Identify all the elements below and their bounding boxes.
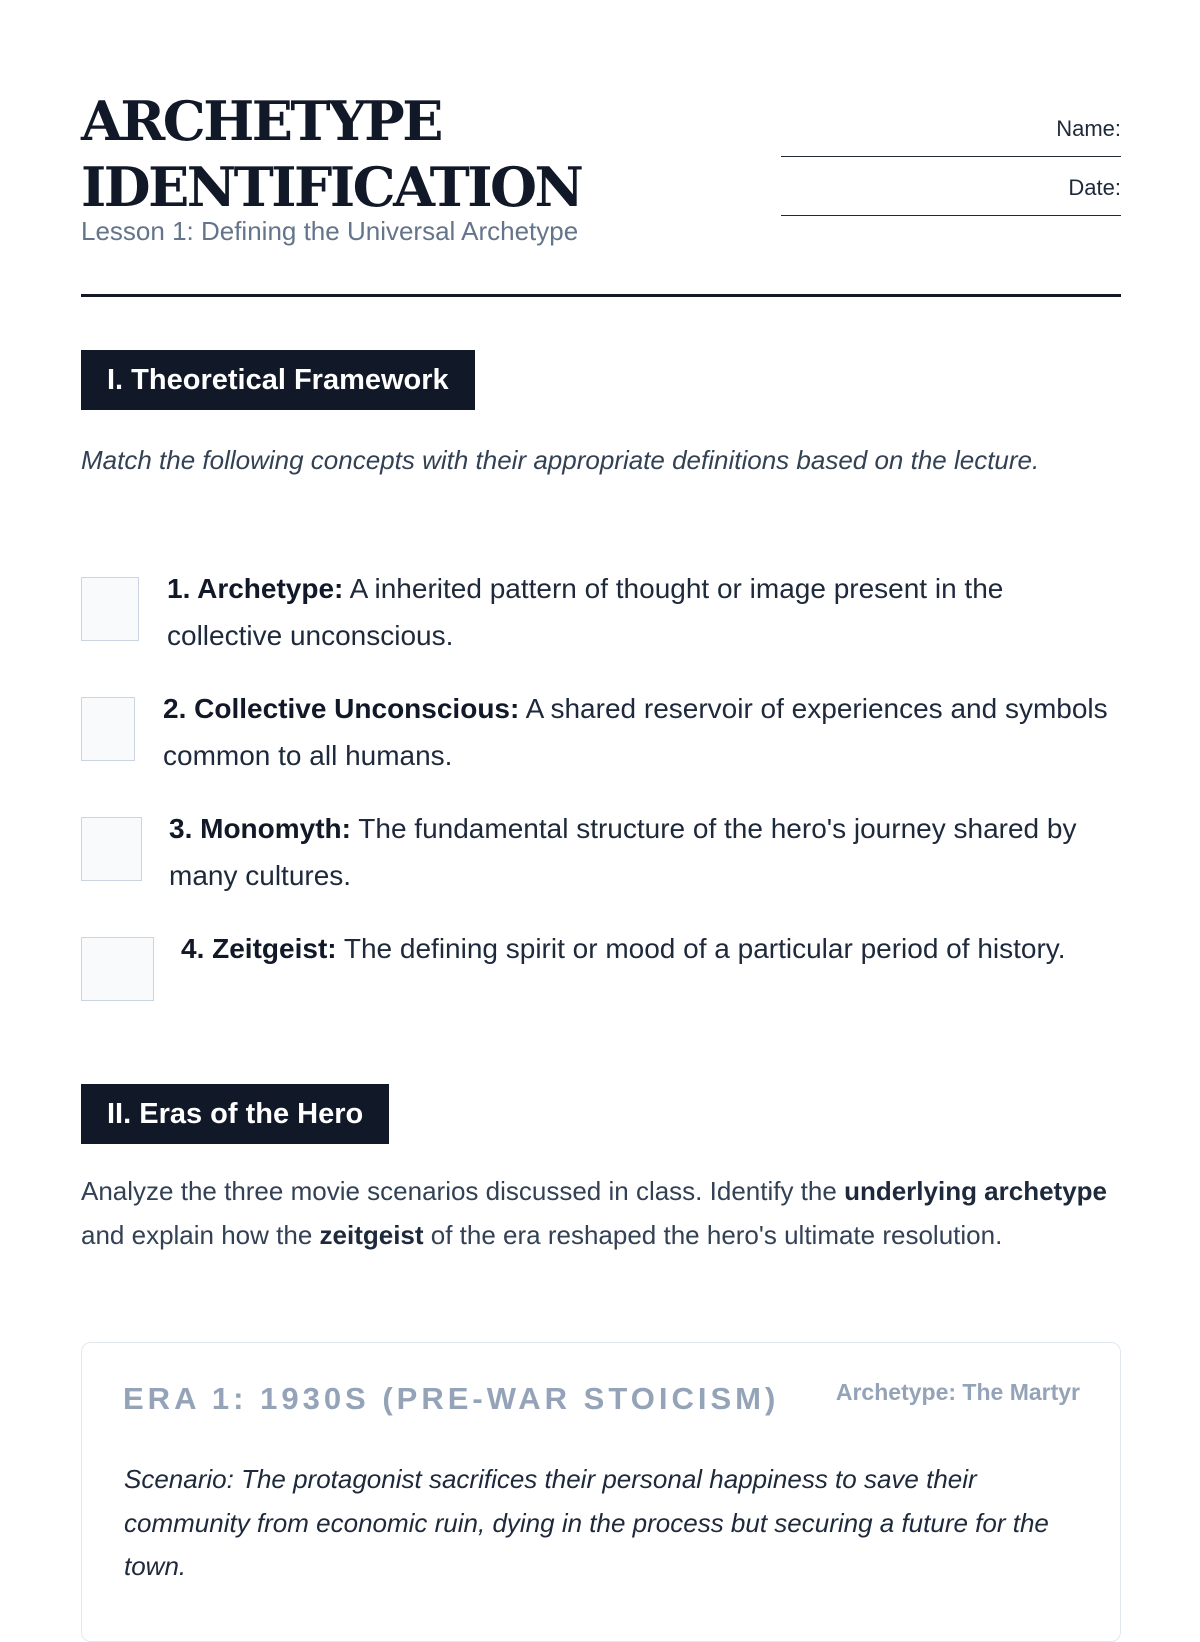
match-item-text (167, 565, 1121, 659)
date-label: Date: (1068, 175, 1121, 200)
lesson-subtitle: Lesson 1: Defining the Universal Archetype (81, 216, 579, 246)
era-card (81, 1342, 1121, 1642)
answer-box[interactable] (81, 697, 135, 761)
date-field[interactable] (781, 215, 1121, 216)
section-heading-theoretical-framework: I. Theoretical Framework (81, 350, 475, 410)
match-item (81, 565, 1121, 665)
name-field[interactable] (781, 156, 1121, 157)
page-title (81, 88, 641, 220)
match-definition: The defining spirit or mood of a particular period of history. (336, 933, 1066, 964)
match-definition: A inherited pattern of thought or image present in the collective unconscious. (167, 573, 1004, 651)
prompt-emphasis: zeitgeist (319, 1219, 424, 1250)
era-scenario: Scenario: The protagonist sacrifices their personal happiness to save their community from economic ruin, dying in the process but securing a future for the town. (124, 1464, 1049, 1581)
match-item-text (169, 805, 1121, 899)
era-archetype: Archetype: The Martyr (835, 1379, 1080, 1405)
match-item-text (163, 685, 1121, 779)
answer-box[interactable] (81, 577, 139, 641)
answer-box[interactable] (81, 817, 142, 881)
prompt-emphasis: underlying archetype (844, 1176, 1108, 1206)
match-term: 3. Monomyth: (169, 813, 351, 844)
match-definition: A shared reservoir of experiences and symbols common to all humans. (163, 693, 1108, 771)
era-title: ERA 1: 1930S (PRE-WAR STOICISM) (123, 1381, 780, 1416)
worksheet-header (81, 88, 1121, 298)
match-term: 2. Collective Unconscious: (163, 693, 520, 724)
section2-instructions (81, 1170, 1121, 1257)
title-line-2: IDENTIFICATION (81, 155, 582, 219)
section1-instructions: Match the following concepts with their appropriate definitions based on the lecture. (81, 445, 1040, 475)
title-line-1: ARCHETYPE (81, 89, 441, 153)
answer-box[interactable] (81, 937, 154, 1001)
match-item-text (181, 925, 1121, 972)
match-term: 4. Zeitgeist: (181, 933, 337, 964)
prompt-text: Analyze the three movie scenarios discussed in class. Identify the (81, 1176, 845, 1206)
prompt-text: and explain how the (81, 1219, 320, 1250)
match-definition: The fundamental structure of the hero's journey shared by many cultures. (169, 813, 1077, 891)
match-item (81, 805, 1121, 905)
match-item (81, 685, 1121, 785)
student-info (781, 116, 1121, 216)
header-divider (81, 294, 1121, 297)
section-heading-eras-of-the-hero: II. Eras of the Hero (81, 1084, 389, 1144)
name-label: Name: (1056, 116, 1121, 141)
match-term: 1. Archetype: (167, 573, 344, 604)
prompt-text: of the era reshaped the hero's ultimate resolution. (423, 1219, 1003, 1250)
match-item (81, 925, 1121, 1025)
